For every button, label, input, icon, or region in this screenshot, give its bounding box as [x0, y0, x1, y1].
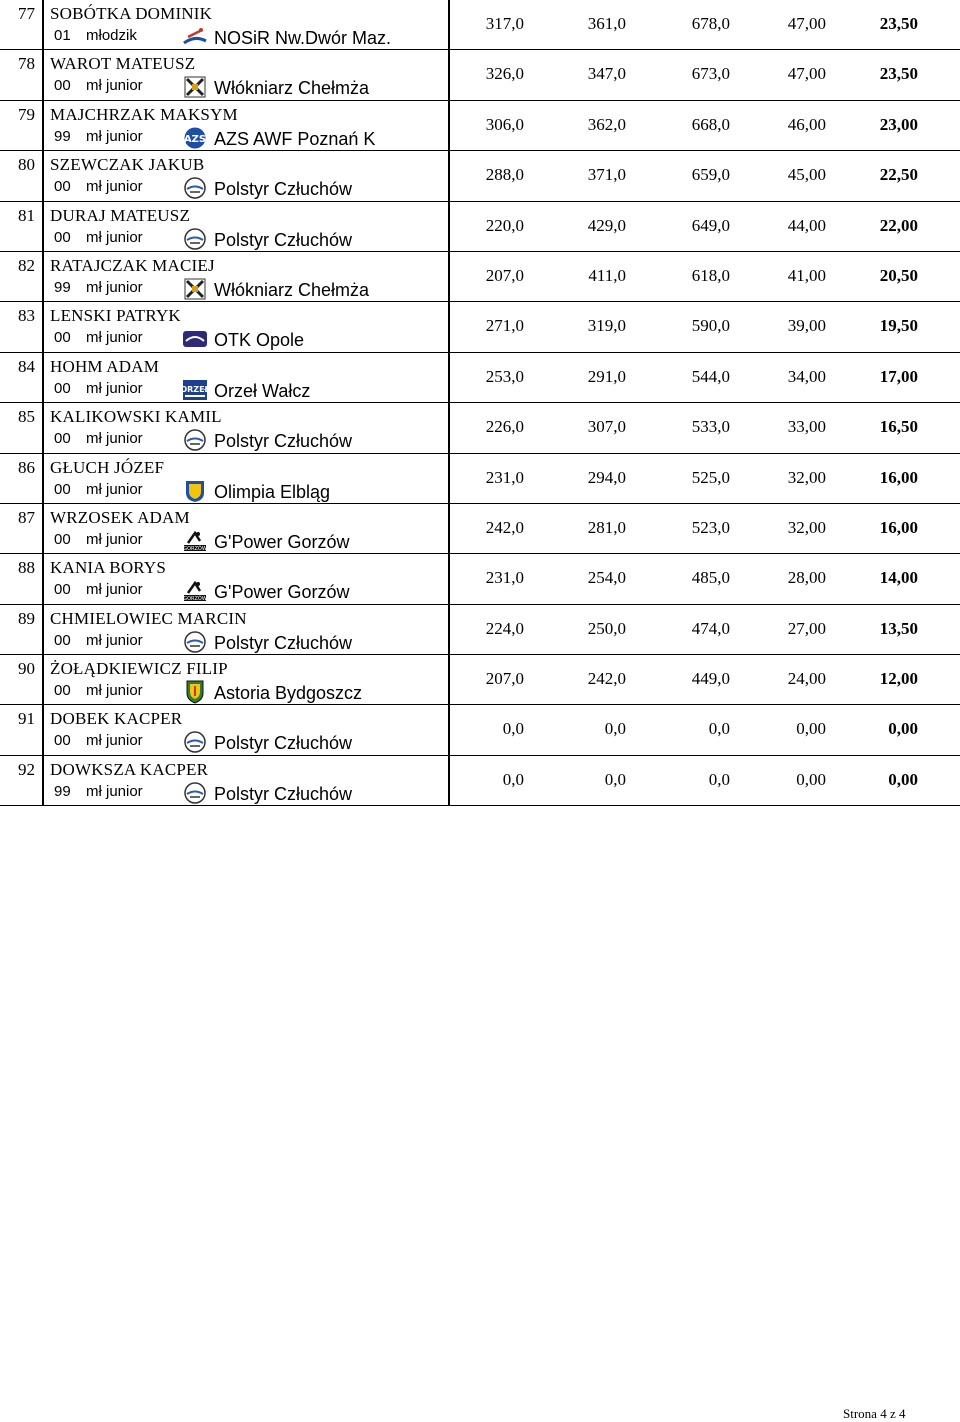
points: 46,00 [787, 114, 826, 134]
polstyr-logo-icon [182, 630, 208, 654]
polstyr-logo-icon [182, 730, 208, 754]
age-category: mł junior [86, 682, 143, 700]
column-divider [448, 655, 450, 704]
club-name: Włókniarz Chełmża [214, 78, 370, 99]
birth-year: 99 [54, 127, 71, 145]
rank-cell: 82 [18, 255, 35, 275]
column-divider [448, 151, 450, 200]
rank-cell: 87 [18, 507, 35, 527]
points: 47,00 [787, 64, 826, 84]
club-name: Włókniarz Chełmża [214, 279, 370, 300]
birth-year: 00 [54, 480, 71, 498]
column-divider [42, 454, 44, 503]
total-score: 678,0 [691, 14, 730, 33]
table-row [0, 151, 960, 201]
final-points: 16,00 [879, 467, 918, 487]
athlete-name: SOBÓTKA DOMINIK [50, 4, 213, 23]
final-points: 13,50 [879, 618, 918, 638]
rank-cell: 89 [18, 608, 35, 628]
points: 0,00 [796, 769, 826, 789]
rank-cell: 78 [18, 54, 35, 74]
polstyr-logo-icon [182, 781, 208, 805]
athlete-name: HOHM ADAM [50, 356, 160, 376]
club-name: NOSiR Nw.Dwór Maz. [214, 28, 392, 48]
age-category: mł junior [86, 278, 143, 296]
score-2: 361,0 [587, 14, 626, 33]
age-category: młodzik [86, 27, 137, 44]
rank-cell: 86 [18, 457, 35, 477]
column-divider [42, 605, 44, 654]
table-row [0, 202, 960, 252]
astoria-logo-icon [182, 680, 208, 704]
points: 24,00 [787, 669, 826, 689]
age-category: mł junior [86, 782, 143, 800]
polstyr-logo-icon [182, 227, 208, 251]
age-category: mł junior [86, 228, 143, 246]
final-points: 17,00 [879, 366, 918, 386]
club-name: AZS AWF Poznań K [214, 128, 376, 149]
total-score: 0,0 [708, 769, 730, 789]
score-2: 242,0 [587, 669, 626, 689]
score-1: 231,0 [485, 568, 524, 588]
club-name: G'Power Gorzów [214, 531, 350, 552]
final-points: 20,50 [879, 265, 918, 285]
age-category: mł junior [86, 581, 143, 599]
azs-logo-icon [182, 126, 208, 150]
rank-cell: 90 [18, 659, 35, 679]
column-divider [42, 101, 44, 150]
athlete-name: RATAJCZAK MACIEJ [50, 255, 215, 275]
points: 41,00 [787, 265, 826, 285]
score-2: 319,0 [587, 316, 626, 336]
score-1: 207,0 [485, 265, 524, 285]
table-row [0, 756, 960, 806]
score-1: 207,0 [485, 669, 524, 689]
table-row [0, 705, 960, 755]
svg-text:AZS: AZS [183, 133, 207, 145]
column-divider [42, 403, 44, 452]
age-category: mł junior [86, 631, 143, 649]
score-1: 242,0 [485, 517, 524, 537]
svg-text:GORZÓW: GORZÓW [183, 545, 207, 552]
final-points: 14,00 [879, 568, 918, 588]
column-divider [448, 252, 450, 301]
column-divider [42, 0, 44, 49]
table-row [0, 353, 960, 403]
athlete-name: WRZOSEK ADAM [50, 507, 190, 527]
age-category: mł junior [86, 530, 143, 548]
points: 28,00 [787, 568, 826, 588]
table-row [0, 655, 960, 705]
table-row [0, 605, 960, 655]
score-1: 317,0 [485, 14, 524, 33]
points: 32,00 [787, 517, 826, 537]
final-points: 23,50 [879, 64, 918, 84]
age-category: mł junior [86, 480, 143, 498]
final-points: 23,00 [879, 114, 918, 134]
total-score: 618,0 [691, 265, 730, 285]
points: 0,00 [796, 719, 826, 739]
svg-text:ORZEŁ: ORZEŁ [180, 384, 210, 394]
birth-year: 00 [54, 379, 71, 397]
column-divider [42, 202, 44, 251]
points: 27,00 [787, 618, 826, 638]
total-score: 523,0 [691, 517, 730, 537]
birth-year: 00 [54, 430, 71, 448]
birth-year: 00 [54, 228, 71, 246]
rank-cell: 80 [18, 155, 35, 175]
table-row [0, 101, 960, 151]
total-score: 525,0 [691, 467, 730, 487]
column-divider [448, 101, 450, 150]
total-score: 485,0 [691, 568, 730, 588]
total-score: 0,0 [708, 719, 730, 739]
rank-cell: 88 [18, 558, 35, 578]
final-points: 12,00 [879, 669, 918, 689]
athlete-name: MAJCHRZAK MAKSYM [50, 104, 238, 124]
club-name: Polstyr Człuchów [214, 229, 353, 250]
score-2: 429,0 [587, 215, 626, 235]
rank-cell: 83 [18, 306, 35, 326]
score-1: 306,0 [485, 114, 524, 134]
table-row [0, 454, 960, 504]
birth-year: 99 [54, 278, 71, 296]
final-points: 0,00 [888, 769, 918, 789]
club-name: Orzeł Wałcz [214, 380, 311, 401]
score-1: 226,0 [485, 417, 524, 437]
age-category: mł junior [86, 430, 143, 448]
total-score: 659,0 [691, 165, 730, 185]
final-points: 22,00 [879, 215, 918, 235]
total-score: 673,0 [691, 64, 730, 84]
table-row [0, 504, 960, 554]
gpower-logo-icon [182, 529, 208, 553]
club-name: G'Power Gorzów [214, 582, 350, 603]
table-row [0, 252, 960, 302]
points: 34,00 [787, 366, 826, 386]
birth-year: 99 [54, 782, 71, 800]
age-category: mł junior [86, 732, 143, 750]
birth-year: 00 [54, 530, 71, 548]
column-divider [42, 302, 44, 351]
otk-logo-icon [182, 327, 208, 351]
athlete-name: DURAJ MATEUSZ [50, 205, 191, 225]
birth-year: 00 [54, 77, 71, 95]
total-score: 590,0 [691, 316, 730, 336]
column-divider [448, 454, 450, 503]
birth-year: 00 [54, 682, 71, 700]
age-category: mł junior [86, 178, 143, 196]
score-1: 288,0 [485, 165, 524, 185]
points: 32,00 [787, 467, 826, 487]
score-2: 371,0 [587, 165, 626, 185]
score-2: 250,0 [587, 618, 626, 638]
polstyr-logo-icon [182, 428, 208, 452]
athlete-name: WAROT MATEUSZ [50, 54, 196, 74]
score-2: 291,0 [587, 366, 626, 386]
wlokniarz-logo-icon [182, 277, 208, 301]
score-2: 281,0 [587, 517, 626, 537]
athlete-name: KALIKOWSKI KAMIL [50, 407, 222, 427]
points: 45,00 [787, 165, 826, 185]
column-divider [448, 403, 450, 452]
score-2: 347,0 [587, 64, 626, 84]
athlete-name: LENSKI PATRYK [50, 306, 181, 326]
club-name: Olimpia Elbląg [214, 481, 331, 502]
points: 47,00 [787, 14, 826, 33]
final-points: 19,50 [879, 316, 918, 336]
olimpia-logo-icon [182, 479, 208, 503]
points: 44,00 [787, 215, 826, 235]
orzel-logo-icon [182, 378, 208, 402]
polstyr-logo-icon [182, 176, 208, 200]
rank-cell: 85 [18, 407, 35, 427]
column-divider [448, 0, 450, 49]
birth-year: 01 [54, 27, 71, 44]
score-1: 224,0 [485, 618, 524, 638]
birth-year: 00 [54, 329, 71, 347]
final-points: 16,00 [879, 517, 918, 537]
score-1: 0,0 [502, 769, 524, 789]
score-2: 0,0 [604, 769, 626, 789]
rank-cell: 81 [18, 205, 35, 225]
column-divider [42, 151, 44, 200]
table-row [0, 554, 960, 604]
total-score: 474,0 [691, 618, 730, 638]
athlete-name: DOWKSZA KACPER [50, 759, 209, 779]
club-name: Polstyr Człuchów [214, 733, 353, 754]
club-name: Polstyr Człuchów [214, 783, 353, 804]
svg-text:GORZÓW: GORZÓW [183, 596, 207, 603]
column-divider [448, 50, 450, 99]
score-1: 220,0 [485, 215, 524, 235]
total-score: 649,0 [691, 215, 730, 235]
wlokniarz-logo-icon [182, 75, 208, 99]
column-divider [448, 756, 450, 805]
column-divider [448, 353, 450, 402]
score-1: 0,0 [502, 719, 524, 739]
column-divider [42, 50, 44, 99]
total-score: 544,0 [691, 366, 730, 386]
athlete-name: KANIA BORYS [50, 558, 167, 578]
age-category: mł junior [86, 127, 143, 145]
table-row [0, 403, 960, 453]
column-divider [42, 756, 44, 805]
table-row [0, 50, 960, 100]
column-divider [448, 202, 450, 251]
club-name: Polstyr Człuchów [214, 179, 353, 200]
athlete-name: SZEWCZAK JAKUB [50, 155, 205, 175]
nosir-logo-icon [182, 25, 208, 49]
score-2: 307,0 [587, 417, 626, 437]
gpower-logo-icon [182, 579, 208, 603]
score-1: 326,0 [485, 64, 524, 84]
rank-cell: 84 [18, 356, 35, 376]
birth-year: 00 [54, 732, 71, 750]
age-category: mł junior [86, 379, 143, 397]
final-points: 22,50 [879, 165, 918, 185]
score-1: 271,0 [485, 316, 524, 336]
column-divider [42, 353, 44, 402]
column-divider [448, 504, 450, 553]
score-2: 411,0 [588, 265, 626, 285]
total-score: 449,0 [691, 669, 730, 689]
rank-cell: 91 [18, 709, 35, 729]
age-category: mł junior [86, 329, 143, 347]
final-points: 16,50 [879, 417, 918, 437]
club-name: OTK Opole [214, 330, 305, 351]
points: 33,00 [787, 417, 826, 437]
athlete-name: ŻOŁĄDKIEWICZ FILIP [50, 659, 228, 679]
points: 39,00 [787, 316, 826, 336]
athlete-name: GŁUCH JÓZEF [50, 457, 165, 477]
score-2: 0,0 [604, 719, 626, 739]
club-name: Astoria Bydgoszcz [214, 683, 363, 704]
rank-cell: 77 [18, 4, 35, 23]
score-2: 254,0 [587, 568, 626, 588]
score-2: 294,0 [587, 467, 626, 487]
club-name: Polstyr Człuchów [214, 431, 353, 452]
final-points: 23,50 [879, 14, 918, 33]
athlete-name: CHMIELOWIEC MARCIN [50, 608, 247, 628]
column-divider [448, 302, 450, 351]
page-number: Strona 4 z 4 [843, 1406, 906, 1421]
birth-year: 00 [54, 581, 71, 599]
total-score: 533,0 [691, 417, 730, 437]
column-divider [448, 705, 450, 754]
total-score: 668,0 [691, 114, 730, 134]
column-divider [42, 554, 44, 603]
column-divider [42, 655, 44, 704]
final-points: 0,00 [888, 719, 918, 739]
column-divider [448, 605, 450, 654]
rank-cell: 79 [18, 104, 35, 124]
table-row [0, 0, 960, 50]
rank-cell: 92 [18, 759, 35, 779]
column-divider [42, 705, 44, 754]
table-row [0, 302, 960, 352]
column-divider [42, 504, 44, 553]
age-category: mł junior [86, 77, 143, 95]
score-1: 253,0 [485, 366, 524, 386]
score-2: 362,0 [587, 114, 626, 134]
club-name: Polstyr Człuchów [214, 632, 353, 653]
birth-year: 00 [54, 631, 71, 649]
column-divider [448, 554, 450, 603]
column-divider [42, 252, 44, 301]
birth-year: 00 [54, 178, 71, 196]
athlete-name: DOBEK KACPER [50, 709, 183, 729]
score-1: 231,0 [485, 467, 524, 487]
